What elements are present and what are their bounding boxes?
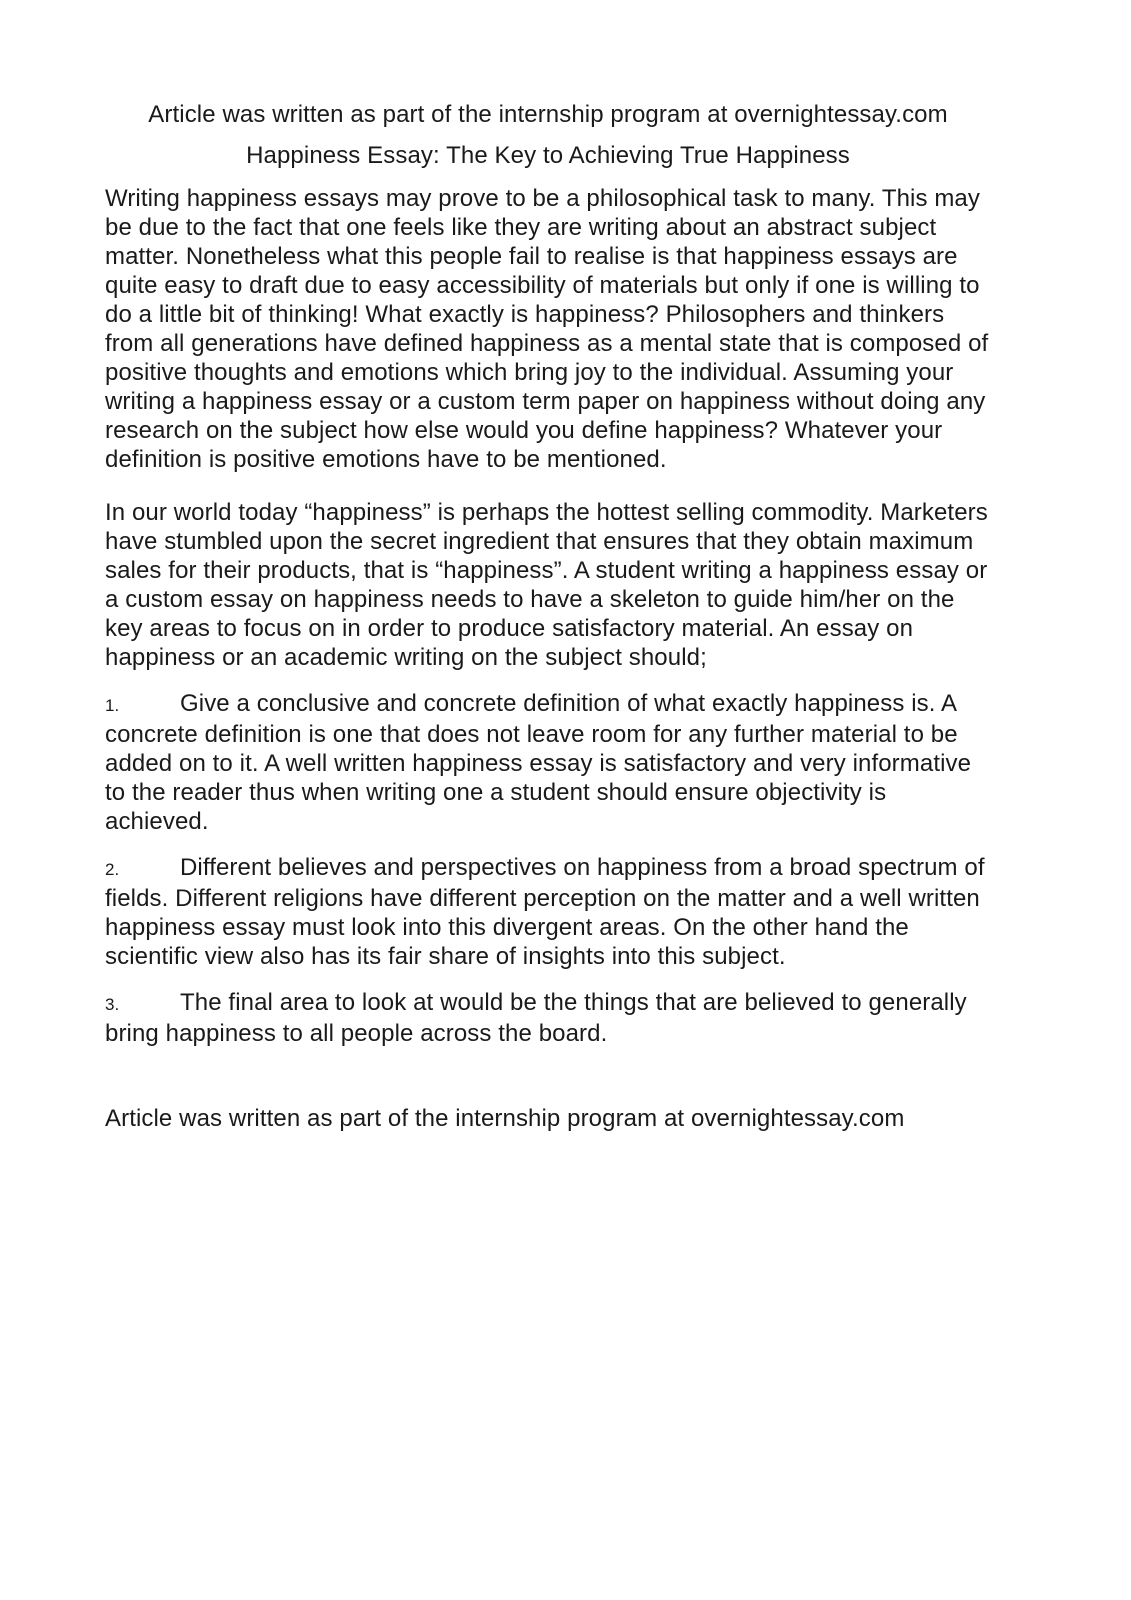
list-item-number: 1. <box>105 696 120 715</box>
attribution-footer: Article was written as part of the internship program at overnightessay.com <box>105 1105 905 1132</box>
list-item <box>105 853 991 971</box>
list-item <box>105 689 991 836</box>
paragraph-intro: Writing happiness essays may prove to be a philosophical task to many. This may be due to the fact that one feels like they are writing about an abstract subject matter. Nonetheless what this people fail to realise is that happiness essays are quite easy to draft due to easy accessibility of materials but only if one is willing to do a little bit of thinking! What exactly is happiness? Philosophers and thinkers from all generations have defined happiness as a mental state that is composed of positive thoughts and emotions which bring joy to the individual. Assuming your writing a happiness essay or a custom term paper on happiness without doing any research on the subject how else would you define happiness? Whatever your definition is positive emotions have to be mentioned. <box>105 185 989 473</box>
essay-title: Happiness Essay: The Key to Achieving True Happiness <box>246 142 850 169</box>
paragraph-commodity: In our world today “happiness” is perhaps the hottest selling commodity. Marketers have stumbled upon the secret ingredient that ensures that they obtain maximum sales for their products, that is “happiness”. A student writing a happiness essay or a custom essay on happiness needs to have a skeleton to guide him/her on the key areas to focus on in order to produce satisfactory material. An essay on happiness or an academic writing on the subject should; <box>105 499 988 671</box>
attribution-header: Article was written as part of the internship program at overnightessay.com <box>148 101 948 128</box>
list-item-text: The final area to look at would be the things that are believed to generally bring happiness to all people across the board. <box>105 989 967 1047</box>
numbered-list <box>105 689 991 1048</box>
list-item-text: Give a conclusive and concrete definition of what exactly happiness is. A concrete definition is one that does not leave room for any further material to be added on to it. A well written happiness essay is satisfactory and very informative to the reader thus when writing one a student should ensure objectivity is achieved. <box>105 690 972 835</box>
list-item-number: 2. <box>105 860 120 879</box>
list-item-text: Different believes and perspectives on happiness from a broad spectrum of fields. Different religions have different perception on the matter and a well written happiness essay must look into this divergent areas. On the other hand the scientific view also has its fair share of insights into this subject. <box>105 854 985 970</box>
list-item <box>105 988 991 1048</box>
list-item-number: 3. <box>105 995 120 1014</box>
